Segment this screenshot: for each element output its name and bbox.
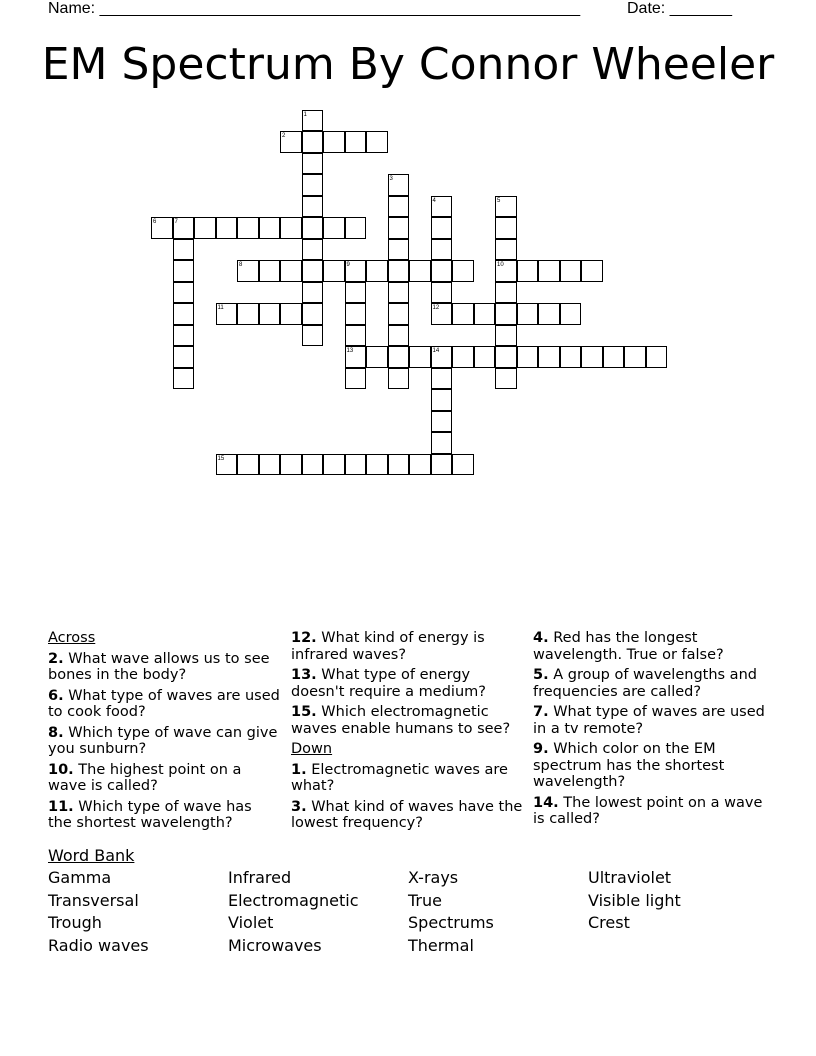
crossword-cell[interactable]: [323, 131, 345, 153]
crossword-cell[interactable]: [409, 260, 431, 282]
crossword-cell[interactable]: [474, 346, 496, 368]
clue-text: What kind of waves have the lowest frequency?: [291, 798, 523, 831]
clue-item: [291, 762, 523, 795]
word-bank-item: Electromagnetic: [228, 890, 359, 910]
crossword-cell[interactable]: [624, 346, 646, 368]
crossword-cell[interactable]: [302, 303, 324, 325]
cell-number: 4: [432, 197, 436, 204]
crossword-cell[interactable]: [345, 282, 367, 304]
crossword-cell[interactable]: [431, 282, 453, 304]
crossword-cell[interactable]: [302, 153, 324, 175]
name-field-line: Name: ______________________________________________________: [48, 0, 581, 17]
crossword-cell[interactable]: [173, 303, 195, 325]
crossword-cell[interactable]: [280, 303, 302, 325]
crossword-cell[interactable]: [560, 303, 582, 325]
clue-text: What type of waves are used to cook food?: [48, 687, 280, 720]
crossword-cell[interactable]: [517, 260, 539, 282]
clue-item: [533, 704, 765, 737]
cell-number: 1: [303, 111, 307, 118]
crossword-cell[interactable]: [388, 260, 410, 282]
crossword-cell[interactable]: [388, 239, 410, 261]
crossword-cell[interactable]: [452, 346, 474, 368]
clue-number: 3.: [291, 798, 307, 815]
crossword-cell[interactable]: [237, 217, 259, 239]
word-bank-item: Visible light: [588, 890, 681, 910]
clue-item: [533, 667, 765, 700]
cell-number: 8: [239, 262, 243, 268]
clue-text: Electromagnetic waves are what?: [291, 761, 508, 794]
clues-heading: Down: [291, 741, 333, 757]
clues-column-2: [291, 630, 523, 836]
clue-number: 2.: [48, 650, 64, 667]
word-bank-item: Violet: [228, 913, 274, 933]
clue-number: 8.: [48, 724, 64, 741]
crossword-cell[interactable]: [388, 325, 410, 347]
page-title: EM Spectrum By Connor Wheeler: [41, 39, 775, 90]
crossword-cell[interactable]: [431, 260, 453, 282]
word-bank-item: Microwaves: [228, 935, 322, 955]
crossword-cell[interactable]: [173, 368, 195, 390]
clue-item: [533, 741, 765, 791]
word-bank-item: Spectrums: [408, 913, 494, 933]
clue-number: 12.: [291, 630, 317, 646]
clues-column-1: [48, 630, 280, 836]
clue-number: 9.: [533, 741, 549, 757]
crossword-cell[interactable]: [452, 454, 474, 476]
crossword-cell[interactable]: [431, 239, 453, 261]
clue-text: What type of waves are used in a tv remote?: [533, 704, 765, 737]
crossword-cell[interactable]: [302, 196, 324, 218]
crossword-cell[interactable]: [452, 260, 474, 282]
crossword-cell[interactable]: [173, 282, 195, 304]
crossword-cell[interactable]: [646, 346, 668, 368]
clue-text: Red has the longest wavelength. True or false?: [533, 630, 724, 663]
crossword-cell[interactable]: [345, 325, 367, 347]
clue-number: 5.: [533, 667, 549, 683]
word-bank-item: Thermal: [408, 935, 474, 955]
crossword-cell[interactable]: [345, 131, 367, 153]
crossword-cell[interactable]: [366, 346, 388, 368]
crossword-cell[interactable]: [302, 239, 324, 261]
word-bank-item: Crest: [588, 913, 630, 933]
crossword-cell[interactable]: [345, 303, 367, 325]
crossword-cell[interactable]: [280, 217, 302, 239]
clue-number: 15.: [291, 704, 317, 720]
crossword-cell[interactable]: [495, 325, 517, 347]
crossword-cell[interactable]: [366, 454, 388, 476]
crossword-cell[interactable]: [173, 346, 195, 368]
crossword-cell[interactable]: [302, 174, 324, 196]
crossword-cell[interactable]: [431, 411, 453, 433]
clue-item: [48, 762, 280, 795]
crossword-cell[interactable]: [302, 217, 324, 239]
cell-number: 6: [153, 219, 157, 225]
cell-number: 14: [432, 348, 440, 354]
clue-text: The lowest point on a wave is called?: [533, 794, 763, 827]
cell-number: 2: [282, 133, 286, 139]
clue-number: 6.: [48, 687, 64, 704]
cell-number: 13: [346, 348, 354, 354]
crossword-cell[interactable]: [173, 260, 195, 282]
clue-item: [48, 799, 280, 832]
crossword-cell[interactable]: [280, 260, 302, 282]
crossword-cell[interactable]: [560, 346, 582, 368]
crossword-cell[interactable]: [409, 346, 431, 368]
clue-item: [48, 725, 280, 758]
crossword-cell[interactable]: [323, 217, 345, 239]
clue-text: What kind of energy is infrared waves?: [291, 630, 485, 663]
crossword-cell[interactable]: [302, 454, 324, 476]
word-bank-list: [48, 867, 768, 957]
clue-text: What wave allows us to see bones in the body?: [48, 650, 270, 683]
clue-item: [533, 795, 765, 828]
crossword-cell[interactable]: [495, 239, 517, 261]
cell-number: 12: [432, 305, 440, 311]
clues-heading: Across: [48, 630, 96, 646]
crossword-cell[interactable]: [431, 389, 453, 411]
crossword-cell[interactable]: [581, 260, 603, 282]
crossword-cell[interactable]: [495, 346, 517, 368]
clue-item: [533, 630, 765, 663]
crossword-cell[interactable]: [302, 282, 324, 304]
crossword-cell[interactable]: [194, 217, 216, 239]
clue-item: [291, 799, 523, 832]
crossword-cell[interactable]: [173, 239, 195, 261]
word-bank: [48, 846, 768, 957]
word-bank-item: Radio waves: [48, 935, 149, 955]
crossword-cell[interactable]: [388, 454, 410, 476]
word-bank-item: Trough: [48, 913, 102, 933]
crossword-cell[interactable]: [431, 217, 453, 239]
crossword-cell[interactable]: [345, 217, 367, 239]
clue-text: Which type of wave can give you sunburn?: [48, 724, 278, 757]
crossword-cell[interactable]: [259, 217, 281, 239]
word-bank-item: Transversal: [48, 890, 139, 910]
crossword-cell[interactable]: [388, 196, 410, 218]
word-bank-item: X-rays: [408, 868, 459, 887]
crossword-cell[interactable]: [345, 368, 367, 390]
crossword-cell[interactable]: [581, 346, 603, 368]
crossword-cell[interactable]: [431, 454, 453, 476]
word-bank-item: Infrared: [228, 868, 292, 887]
crossword-cell[interactable]: [538, 303, 560, 325]
crossword-cell[interactable]: [237, 454, 259, 476]
crossword-cell[interactable]: [302, 131, 324, 153]
crossword-cell[interactable]: [538, 346, 560, 368]
clue-number: 1.: [291, 761, 307, 778]
crossword-cell[interactable]: [388, 303, 410, 325]
clue-item: [48, 688, 280, 721]
crossword-cell[interactable]: [603, 346, 625, 368]
crossword-cell[interactable]: [302, 260, 324, 282]
clue-item: [291, 704, 523, 737]
word-bank-item: True: [408, 890, 442, 910]
cell-number: 3: [389, 176, 393, 182]
clues-column-3: [533, 630, 765, 832]
clue-number: 4.: [533, 630, 549, 646]
crossword-cell[interactable]: [388, 282, 410, 304]
crossword-cell[interactable]: [259, 454, 281, 476]
crossword-cell[interactable]: [388, 217, 410, 239]
crossword-cell[interactable]: [345, 454, 367, 476]
clue-text: Which color on the EM spectrum has the shortest wavelength?: [533, 741, 725, 790]
cell-number: 15: [217, 455, 225, 462]
crossword-cell[interactable]: [323, 454, 345, 476]
crossword-cell[interactable]: [452, 303, 474, 325]
clue-item: [48, 651, 280, 684]
crossword-cell[interactable]: [495, 303, 517, 325]
clue-text: A group of wavelengths and frequencies are called?: [533, 667, 757, 700]
crossword-cell[interactable]: [538, 260, 560, 282]
crossword-cell[interactable]: [259, 303, 281, 325]
word-bank-item: Gamma: [48, 868, 112, 887]
clue-item: [291, 630, 523, 663]
crossword-cell[interactable]: [366, 131, 388, 153]
clue-number: 11.: [48, 798, 74, 815]
cell-number: 7: [174, 219, 178, 225]
crossword-cell[interactable]: [366, 260, 388, 282]
crossword-cell[interactable]: [474, 303, 496, 325]
crossword-cell[interactable]: [409, 454, 431, 476]
clue-text: Which type of wave has the shortest wavelength?: [48, 798, 252, 831]
clue-text: Which electromagnetic waves enable humans to see?: [291, 704, 511, 737]
crossword-cell[interactable]: [495, 282, 517, 304]
crossword-cell[interactable]: [495, 368, 517, 390]
date-field-line: Date: _______: [627, 0, 732, 17]
clue-number: 10.: [48, 761, 74, 778]
crossword-cell[interactable]: [517, 303, 539, 325]
cell-number: 11: [217, 305, 224, 311]
cell-number: 10: [497, 262, 504, 268]
cell-number: 5: [497, 197, 501, 204]
crossword-cell[interactable]: [431, 368, 453, 390]
crossword-cell[interactable]: [323, 260, 345, 282]
crossword-cell[interactable]: [495, 217, 517, 239]
crossword-cell[interactable]: [259, 260, 281, 282]
clue-number: 13.: [291, 667, 317, 683]
crossword-cell[interactable]: [302, 325, 324, 347]
crossword-cell[interactable]: [173, 325, 195, 347]
crossword-cell[interactable]: [237, 303, 259, 325]
crossword-cell[interactable]: [280, 454, 302, 476]
word-bank-title: Word Bank: [48, 846, 135, 865]
clue-text: What type of energy doesn't require a medium?: [291, 667, 486, 700]
crossword-cell[interactable]: [517, 346, 539, 368]
crossword-cell[interactable]: [431, 432, 453, 454]
clue-text: The highest point on a wave is called?: [48, 761, 242, 794]
crossword-cell[interactable]: [216, 217, 238, 239]
crossword-cell[interactable]: [388, 368, 410, 390]
clue-number: 14.: [533, 794, 559, 811]
cell-number: 9: [346, 262, 350, 268]
clue-number: 7.: [533, 704, 549, 720]
crossword-cell[interactable]: [560, 260, 582, 282]
clue-item: [291, 667, 523, 700]
crossword-cell[interactable]: [388, 346, 410, 368]
word-bank-item: Ultraviolet: [588, 868, 672, 887]
